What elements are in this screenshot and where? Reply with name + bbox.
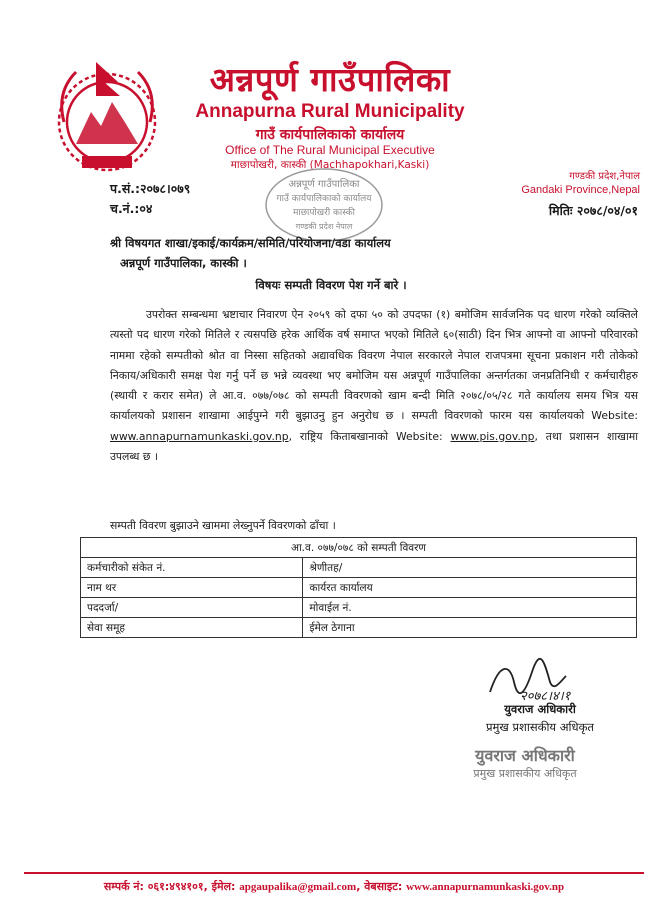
table-heading: आ.व. ०७७/०७८ को सम्पती विवरण [81,538,637,558]
table-row [81,578,637,598]
envelope-template-table [80,537,637,638]
letter-date: मितिः २०७८/०४/०१ [548,203,638,218]
dispatch-number: च.नं.:०४ [110,201,153,216]
table-header-row [81,538,637,558]
signature-date: २०७८।४।१ [520,689,571,704]
pis-website-link[interactable]: www.pis.gov.np [450,429,535,443]
letter-body [110,305,638,467]
municipality-title-en: Annapurna Rural Municipality [195,101,465,122]
letter-subject: विषयः सम्पती विवरण पेश गर्ने बारे । [255,278,407,292]
footer-divider [24,872,644,874]
reference-number: प.सं.:२०७८।०७९ [110,181,191,196]
table-cell: सेवा समूह [81,618,303,638]
stamp-line-4: गण्डकी प्रदेश नेपाल [295,222,353,231]
table-cell: नाम थर [81,578,303,598]
table-cell: ईमेल ठेगाना [303,618,637,638]
name-seal: युवराज अधिकारी [475,746,575,765]
table-cell: मोवाईल नं. [303,598,637,618]
province-np: गण्डकी प्रदेश,नेपाल [569,171,640,182]
handwritten-signature [480,652,600,706]
phone-number: ०६१:४९४१०१ [147,880,204,893]
stamp-line-3: माछापोखरी कास्की [292,208,356,218]
table-cell: कार्यरत कार्यालय [303,578,637,598]
office-title-en: Office of The Rural Municipal Executive [225,143,435,157]
addressee-line-1: श्री विषयगत शाखा/इकाई/कार्यक्रम/समिति/परियोजना/वडा कार्यालय [110,236,391,250]
emblem-icon [46,52,168,180]
body-part-1: उपरोक्त सम्बन्धमा भ्रष्टाचार निवारण ऐन २०५९ को दफा ५० को उपदफा (१) बमोजिम सार्वजनिक पद धारण गरेको व्यक्तिले त्यस्तो पद धारण गरेको मितिले र त्यसपछि हरेक आर्थिक वर्ष समाप्त भएको मितिले ६०(साठी) दिन भित्र आफ्नो वा आफ्नो परिवारको नाममा रहेको सम्पतीको श्रोत वा निस्सा सहितको अद्यावधिक विवरण नेपाल सरकारले नेपाल राजपत्रमा सूचना प्रकाशन गरी तोकेको निकाय/अधिकारी समक्ष पेश गर्नु पर्ने छ भन्ने व्यवस्था भए बमोजिम यस अन्नपूर्ण गाउँपालिका अन्तर्गतका जनप्रतिनिधी र कर्मचारीहरु (स्थायी र करार समेत) ले आ.व. ०७७/०७८ को सम्पती विवरणको खाम बन्दी मिति २०७८/०५/२८ गते कार्यालय समय भित्र यस कार्यालयको प्रशासन शाखामा आईपुग्ने गरी बुझाउनु हुन अनुरोध छ । सम्पती विवरणको फारम यस कार्यालयको Website: [110,308,638,423]
province-en: Gandaki Province,Nepal [521,184,640,196]
table-row [81,618,637,638]
office-stamp [262,165,386,245]
website-label: वेबसाइट: [364,880,403,893]
stamp-line-1: अन्नपूर्ण गाउँपालिका [288,179,360,190]
phone-label: सम्पर्क नं: [103,880,144,893]
signatory-title: प्रमुख प्रशासकीय अधिकृत [486,720,594,734]
email-address[interactable]: apgaupalika@gmail.com [239,881,357,893]
letter-footer: सम्पर्क नं: ०६१:४९४१०१, ईमेल: apgaupalika@gmail.com, वेबसाइट: www.annapurnamunkaski.gov.np [103,880,565,893]
template-intro: सम्पती विवरण बुझाउने खाममा लेख्नुपर्ने विवरणको ढाँचा । [110,519,336,532]
title-seal: प्रमुख प्रशासकीय अधिकृत [473,767,577,780]
municipality-title-np: अन्नपूर्ण गाउँपालिका [209,60,451,99]
table-cell: पददर्जा/ [81,598,303,618]
municipality-website-link[interactable]: www.annapurnamunkaski.gov.np [110,429,289,443]
signatory-name: युवराज अधिकारी [504,702,576,716]
footer-website-link[interactable]: www.annapurnamunkaski.gov.np [406,881,565,893]
table-cell: श्रेणीतह/ [303,558,637,578]
addressee-line-2: अन्नपूर्ण गाउँपालिका, कास्की । [120,256,247,270]
office-title-np: गाउँ कार्यपालिकाको कार्यालय [255,127,405,143]
stamp-line-2: गाउँ कार्यपालिकाको कार्यालय [276,194,372,204]
email-label: ईमेल: [211,880,236,893]
table-row [81,558,637,578]
body-part-3: , तथा प्रशासन शाखामा उपलब्ध छ । [110,429,639,464]
table-cell: कर्मचारीको संकेत नं. [81,558,303,578]
body-part-2: , राष्ट्रिय किताबखानाको Website: [288,429,451,443]
office-address: माछापोखरी, कास्की (Machhapokhari,Kaski) [230,159,430,171]
table-row [81,598,637,618]
